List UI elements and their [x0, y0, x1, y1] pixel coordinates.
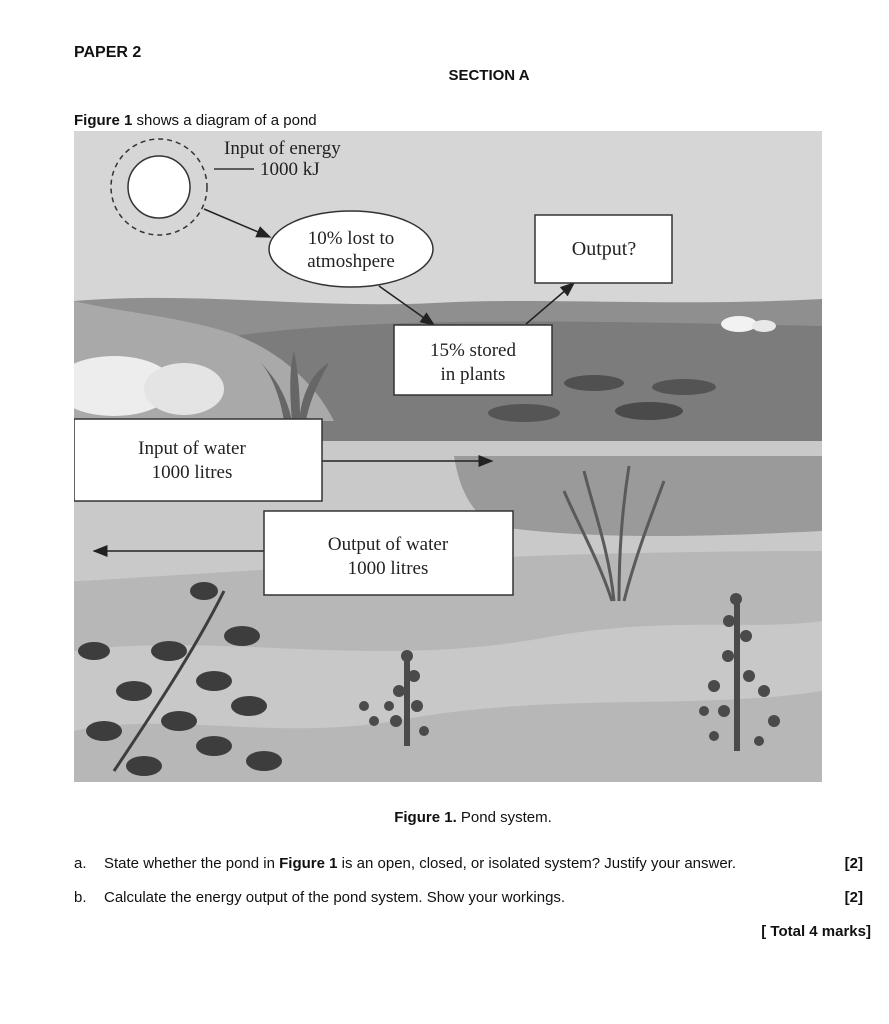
water-input-box [74, 419, 322, 501]
output-label: Output? [571, 238, 637, 260]
pond-diagram [74, 131, 822, 782]
water-output-line2: 1000 litres [347, 558, 429, 579]
bank-stone [144, 363, 224, 415]
total-marks: [ Total 4 marks] [761, 923, 871, 940]
question-a-post: is an open, closed, or isolated system? Justify your answer. [337, 855, 737, 872]
stored-line2: in plants [440, 364, 506, 385]
energy-input-value: 1000 kJ [260, 159, 320, 180]
question-a-ref: Figure 1 [279, 855, 338, 872]
water-input-line2: 1000 litres [151, 462, 233, 483]
caption-ref: Figure 1. [394, 809, 457, 826]
question-a-marks: [2] [844, 855, 863, 872]
lily-pad [615, 402, 683, 420]
paper-heading: PAPER 2 [74, 44, 142, 61]
question-a [74, 855, 736, 872]
figure-caption [0, 809, 889, 826]
question-a-letter: a. [74, 855, 87, 872]
lily-pad [652, 379, 716, 395]
water-input-line1: Input of water [138, 438, 246, 459]
distant-stone [721, 316, 757, 332]
stored-line1: 15% stored [429, 340, 517, 361]
water-output-line1: Output of water [327, 534, 449, 555]
question-a-pre: State whether the pond in [104, 855, 280, 872]
energy-input-label: Input of energy [224, 138, 341, 159]
section-heading: SECTION A [448, 67, 530, 84]
question-b [74, 889, 565, 906]
figure-intro-text: shows a diagram of a pond [132, 112, 317, 129]
atmosphere-loss-bubble [269, 211, 433, 287]
question-b-marks: [2] [844, 889, 863, 906]
question-b-letter: b. [74, 889, 87, 906]
atmosphere-loss-line2: atmoshpere [307, 251, 395, 272]
figure-intro [74, 112, 317, 129]
atmosphere-loss-line1: 10% lost to [307, 228, 395, 249]
question-b-text: Calculate the energy output of the pond system. Show your workings. [104, 889, 566, 906]
lily-pad [488, 404, 560, 422]
distant-stone [752, 320, 776, 332]
lily-pad [564, 375, 624, 391]
figure-intro-ref: Figure 1 [74, 112, 133, 129]
caption-text: Pond system. [456, 809, 552, 826]
